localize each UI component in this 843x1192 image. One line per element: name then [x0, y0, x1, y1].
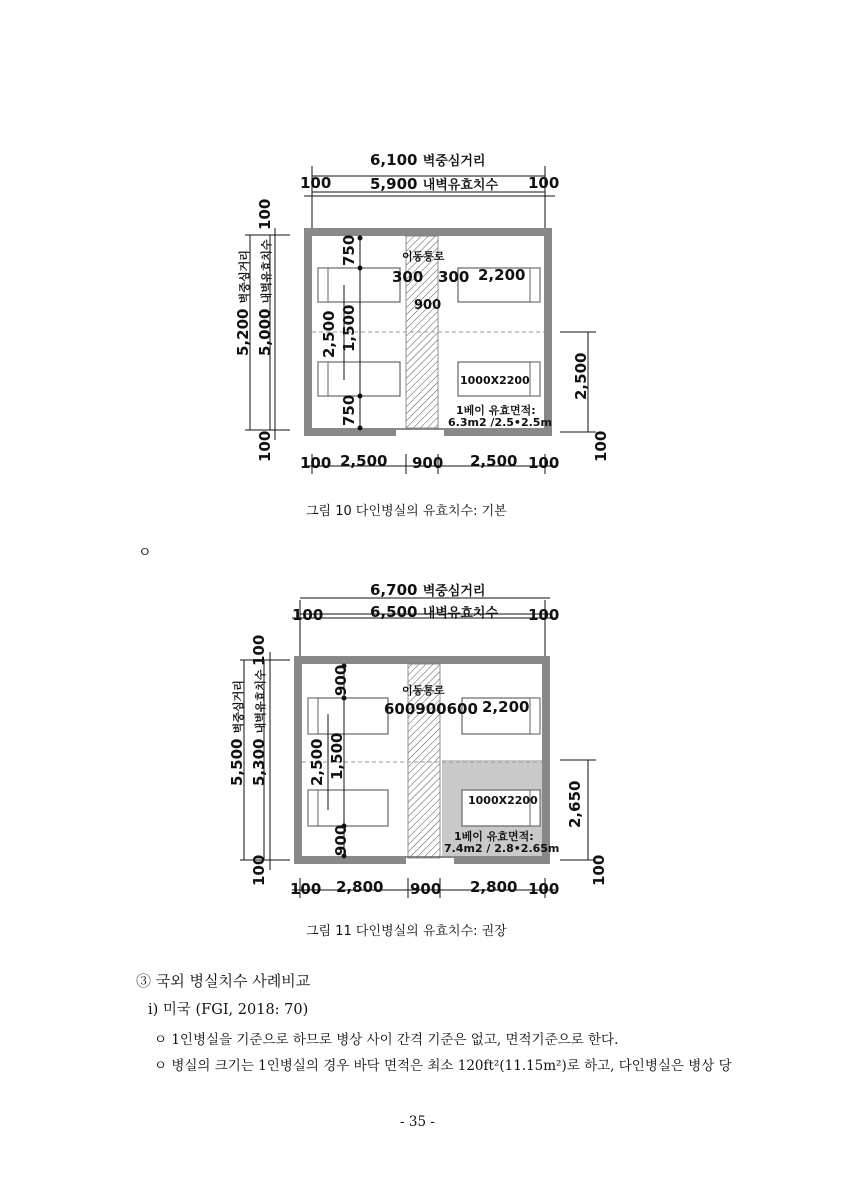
- fig1-right-dim: 2,500: [572, 352, 590, 400]
- fig1-left-inner-dim: 5,000 내벽유효치수: [256, 239, 274, 356]
- fig2-bed-dim-1500: 1,500: [328, 732, 346, 780]
- figure-2-caption: 그림 11 다인병실의 유효치수: 권장: [306, 924, 507, 939]
- fig2-right-wall: 100: [590, 854, 608, 886]
- fig2-bottom-right: 2,800: [470, 878, 518, 896]
- fig2-right-dim: 2,650: [566, 780, 584, 828]
- fig1-corridor-label: 이동통로: [402, 250, 445, 263]
- fig1-bed-size: 1000X2200: [460, 374, 530, 387]
- fig1-bottom-left-wall: 100: [300, 454, 332, 472]
- fig1-corridor-width: 900: [414, 298, 442, 313]
- fig1-wall-left: 100: [300, 174, 332, 192]
- fig2-bay-value: 7.4m2 / 2.8•2.65m: [444, 842, 560, 855]
- bullet-2: ㅇ 병실의 크기는 1인병실의 경우 바닥 면적은 최소 120ft²(11.15m²)로 하고, 다인병실은 병상 당: [154, 1058, 732, 1074]
- section-heading: ③ 국외 병실치수 사례비교: [136, 972, 311, 990]
- fig1-bottom-right: 2,500: [470, 452, 518, 470]
- fig2-bottom-left-wall: 100: [290, 880, 322, 898]
- fig2-corridor-label: 이동통로: [402, 684, 445, 697]
- fig2-wall-left: 100: [292, 606, 324, 624]
- figure-1-caption: 그림 10 다인병실의 유효치수: 기본: [306, 504, 507, 519]
- figure-2: [220, 580, 620, 910]
- fig2-left-inner-dim: 5,300 내벽유효치수: [250, 669, 268, 786]
- fig2-bay-label: 1베이 유효면적:: [454, 830, 534, 843]
- fig2-bottom-mid: 900: [410, 880, 442, 898]
- fig2-wall-right: 100: [528, 606, 560, 624]
- fig2-bed-length: 2,200: [482, 698, 530, 716]
- fig2-wall-bottom: 100: [250, 854, 268, 886]
- fig1-bottom-left: 2,500: [340, 452, 388, 470]
- fig1-clear-right: 300: [438, 268, 470, 286]
- fig2-bed-size: 1000X2200: [468, 794, 538, 807]
- fig1-wall-bottom: 100: [256, 430, 274, 462]
- figure-1: [220, 140, 620, 480]
- fig2-inner-dim: 6,500 내벽유효치수: [370, 603, 499, 621]
- fig1-bed-dim-1500: 1,500: [340, 304, 358, 352]
- bullet-mark: ㅇ: [138, 545, 152, 561]
- fig2-left-dim: 5,500 벽중심거리: [228, 680, 246, 786]
- fig2-clear-combo: 600900600: [384, 700, 478, 718]
- fig1-bed-dim-2500: 2,500: [320, 310, 338, 358]
- page-number: - 35 -: [400, 1114, 435, 1130]
- fig1-bed-length: 2,200: [478, 266, 526, 284]
- fig1-wall-right: 100: [528, 174, 560, 192]
- fig2-gap-bottom: 900: [332, 824, 350, 856]
- fig1-bottom-mid: 900: [412, 454, 444, 472]
- fig2-top-dim: 6,700 벽중심거리: [370, 581, 486, 599]
- fig2-bottom-left: 2,800: [336, 878, 384, 896]
- fig1-top-dim: 6,100 벽중심거리: [370, 151, 486, 169]
- fig2-wall-top: 100: [250, 634, 268, 666]
- section-subheading: i) 미국 (FGI, 2018: 70): [148, 1002, 309, 1018]
- fig1-left-dim: 5,200 벽중심거리: [234, 250, 252, 356]
- fig1-bay-value: 6.3m2 /2.5•2.5m: [448, 416, 552, 429]
- figure-2-drawing: [220, 580, 620, 910]
- fig2-bottom-right-wall: 100: [528, 880, 560, 898]
- fig1-clear-left: 300: [392, 268, 424, 286]
- fig1-gap-bottom: 750: [340, 394, 358, 426]
- bullet-1: ㅇ 1인병실을 기준으로 하므로 병상 사이 간격 기준은 없고, 면적기준으로 한다.: [154, 1032, 619, 1048]
- fig1-bay-label: 1베이 유효면적:: [456, 404, 536, 417]
- fig1-gap-top: 750: [340, 234, 358, 266]
- fig2-bed-dim-2500: 2,500: [308, 738, 326, 786]
- fig1-right-wall: 100: [592, 430, 610, 462]
- fig1-wall-top: 100: [256, 198, 274, 230]
- fig1-inner-dim: 5,900 내벽유효치수: [370, 175, 499, 193]
- fig2-gap-top: 900: [332, 664, 350, 696]
- fig1-bottom-right-wall: 100: [528, 454, 560, 472]
